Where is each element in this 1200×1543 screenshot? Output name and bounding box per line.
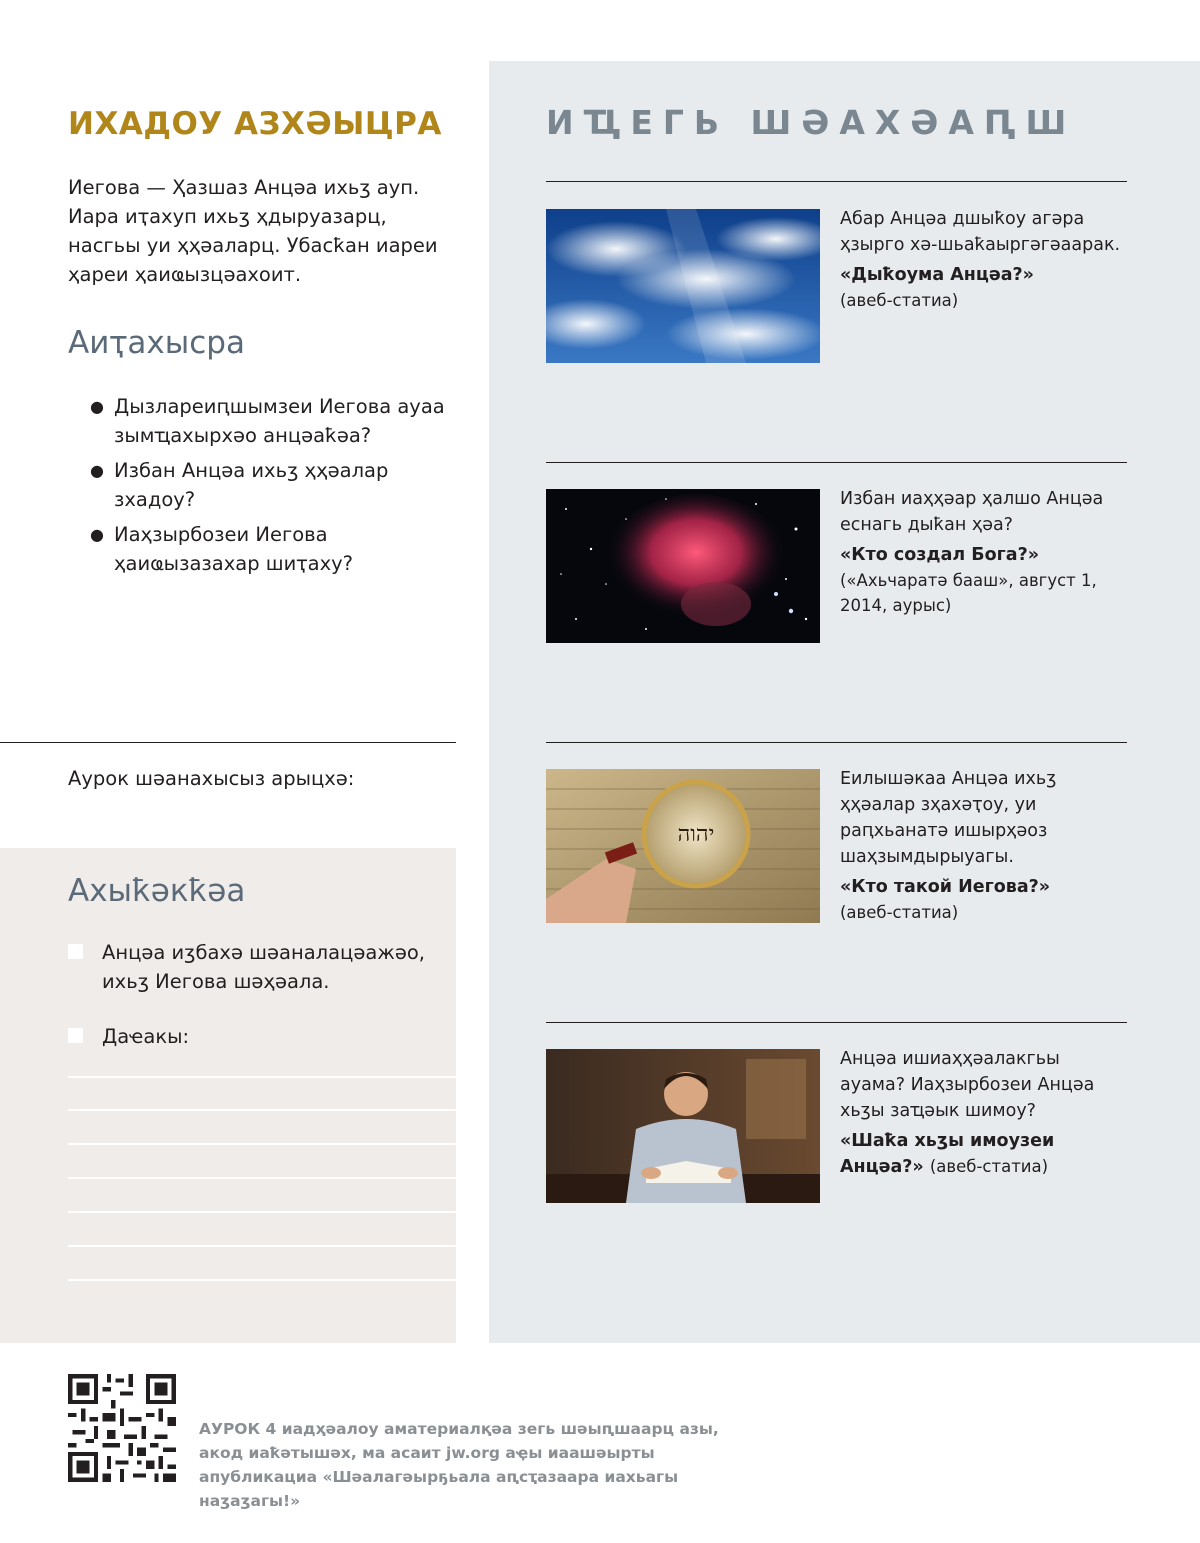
divider (546, 462, 1127, 463)
writing-line[interactable] (68, 1245, 456, 1247)
goal-item: Анцәа иӡбахә шәаналацәажәо, ихьӡ Иегова шәҳәала. (68, 938, 448, 996)
summary-title: ИХАДОУ АЗХӘЫЦРА (68, 106, 442, 142)
review-item: ● Иаҳзырбозеи Иегова ҳаиҩызазахар шиҭаху? (90, 520, 460, 578)
writing-line[interactable] (68, 1076, 456, 1078)
goal-item-other: Даҽакы: (68, 1022, 448, 1051)
nebula-photo[interactable] (546, 489, 820, 643)
magnifying-glass-photo[interactable] (546, 769, 820, 923)
summary-text: Иегова — Ҳазшаз Анцәа ихьӡ ауп. Иара иҭахуп ихьӡ ҳдыруазарц, насгьы уи ҳҳәаларц. Убасҟан иареи ҳареи ҳаиҩызцәахоит. (68, 176, 438, 286)
question-text: Абар Анцәа дшыҟоу агәра ҳзыргo хә-шьаҟаыргәгәаарак. (840, 209, 1121, 255)
explore-item (840, 766, 1130, 925)
footer-text: АУРОК 4 иадҳәалоу аматериалқәа зегь шәыԥшаарц азы, акод иаҟәтышәх, ма асаит jw.org аҿы иаашәырты апубликациа «Шәалагәырҕьала аԥсҭазаара иахьагы наӡаӡагы!» (199, 1420, 719, 1510)
man-reading-photo[interactable] (546, 1049, 820, 1203)
svg-text:יהוה: יהוה (677, 822, 715, 847)
resource-source: (авеб-статиа) (929, 1157, 1049, 1176)
explore-title: ИҴЕГЬ ШӘАХӘАԤШ (546, 103, 1077, 142)
resource-source: (авеб-статиа) (840, 903, 959, 922)
review-item: ● Избан Анцәа ихьӡ ҳҳәалар зхадоу? (90, 456, 460, 514)
writing-line[interactable] (68, 1177, 456, 1179)
divider (546, 742, 1127, 743)
writing-line[interactable] (68, 1109, 456, 1111)
bullet-icon: ● (90, 461, 104, 480)
goal-panel (0, 848, 456, 1343)
bullet-icon: ● (90, 397, 104, 416)
question-text: Избан иаҳҳәар ҳалшо Анцәа еснагь дыҟан ҳәа? (840, 489, 1104, 535)
lesson-date-label: Аурок шәанахысыз арыцхә: (68, 767, 355, 790)
resource-link[interactable]: «Дыҟоума Анцәа?» (840, 265, 1034, 285)
writing-line[interactable] (68, 1211, 456, 1213)
review-title: Аиҭахысра (68, 325, 245, 361)
checkbox[interactable] (68, 944, 83, 959)
explore-item (840, 1046, 1130, 1180)
divider (546, 1022, 1127, 1023)
writing-line[interactable] (68, 1279, 456, 1281)
qr-code-icon[interactable] (68, 1374, 176, 1482)
explore-item (840, 206, 1130, 313)
checkbox[interactable] (68, 1028, 83, 1043)
review-item: ● Дызлареиԥшымзеи Иегова ауаа зымҵахырхәо анцәаҟәа? (90, 392, 460, 450)
sky-clouds-photo[interactable] (546, 209, 820, 363)
writing-line[interactable] (68, 1143, 456, 1145)
resource-link[interactable]: «Шаҟа хьӡы имоузеи Анцәа?» (авеб-статиа) (840, 1131, 1055, 1177)
resource-source: (авеб-статиа) (840, 291, 959, 310)
explore-item (840, 486, 1130, 618)
bullet-icon: ● (90, 525, 104, 544)
goal-title: Ахыҟәкҟәа (68, 873, 246, 909)
question-text: Анцәа ишиаҳҳәалакгьы ауама? Иаҳзырбозеи Анцәа хьӡы заҵәык шимоу? (840, 1049, 1095, 1121)
review-list (90, 392, 460, 584)
divider (546, 181, 1127, 182)
resource-link[interactable]: «Кто создал Бога?» (840, 545, 1040, 565)
question-text: Еилышәкаа Анцәа ихьӡ ҳҳәалар зҳахәҭоу, уи раԥхьанатә ишырҳәоз шаҳзымдырыуагы. (840, 769, 1057, 867)
resource-source: («Ахьчаратә бааш», август 1, 2014, аурыс) (840, 571, 1097, 615)
divider (0, 742, 456, 743)
resource-link[interactable]: «Кто такой Иегова?» (840, 877, 1051, 897)
